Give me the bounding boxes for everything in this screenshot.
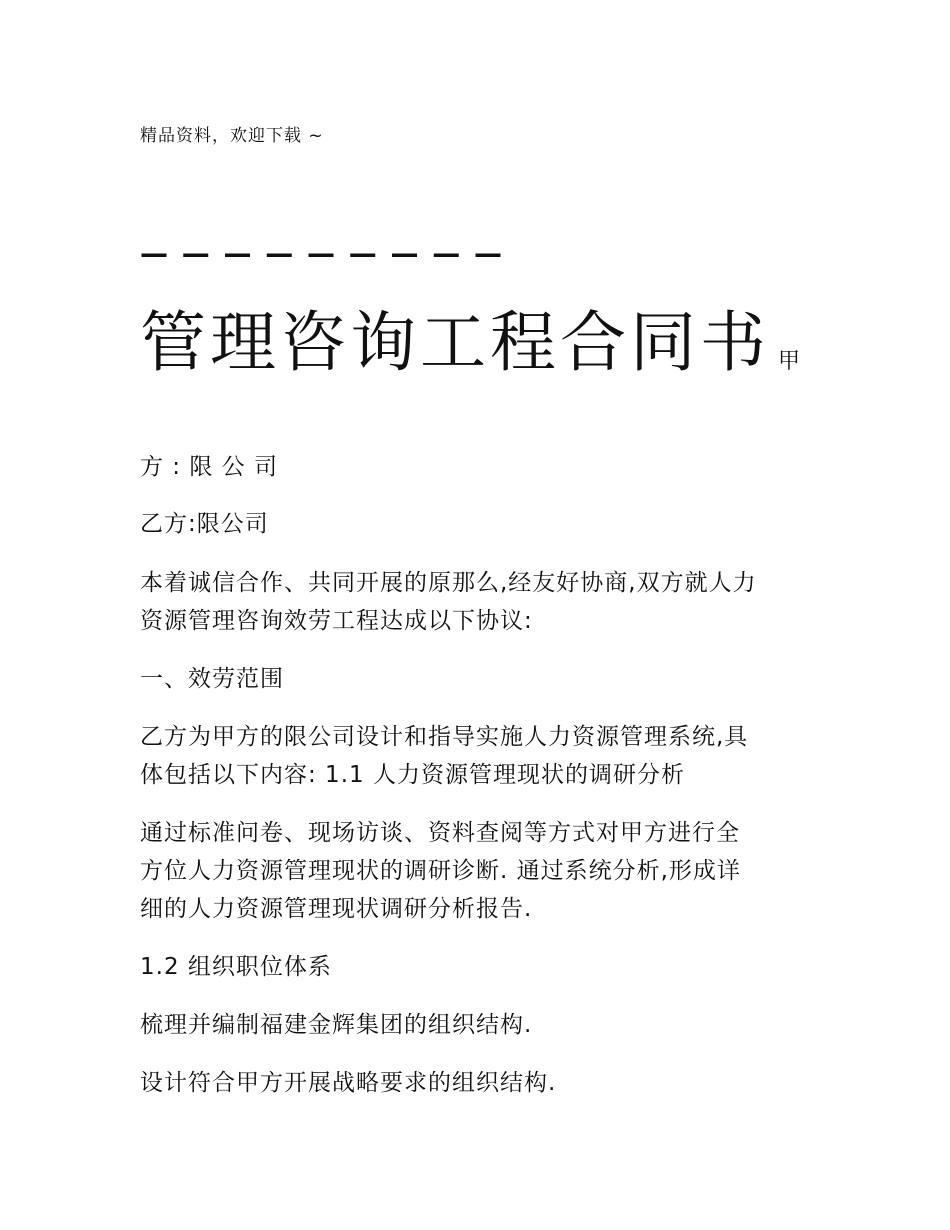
org-line-1: 梳理并编制福建金辉集团的组织结构. <box>140 1012 533 1038</box>
party-a-line: 方 : 限 公 司 <box>140 454 278 480</box>
decorative-dash-line: — — — — — — — — — <box>140 237 504 270</box>
research-line-1: 通过标准问卷、现场访谈、资料查阅等方式对甲方进行全 <box>140 820 740 846</box>
research-line-2: 方位人力资源管理现状的调研诊断. 通过系统分析,形成详 <box>140 858 741 884</box>
page-title: 管理咨询工程合同书 <box>140 304 770 381</box>
section-heading-service-scope: 一、效劳范围 <box>140 666 284 692</box>
intro-line-1: 本着诚信合作、共同开展的原那么,经友好协商,双方就人力 <box>140 570 757 596</box>
title-tail-text: 甲 <box>778 349 801 374</box>
research-line-3: 细的人力资源管理现状调研分析报告. <box>140 896 533 922</box>
scope-line-2: 体包括以下内容: 1.1 人力资源管理现状的调研分析 <box>140 762 685 788</box>
header-note: 精品资料，欢迎下载 ~ <box>140 126 324 146</box>
scope-line-1: 乙方为甲方的限公司设计和指导实施人力资源管理系统,具 <box>140 724 749 750</box>
sub-heading-org-position: 1.2 组织职位体系 <box>140 954 332 980</box>
party-b-line: 乙方:限公司 <box>140 511 269 537</box>
intro-line-2: 资源管理咨询效劳工程达成以下协议: <box>140 608 533 634</box>
org-line-2: 设计符合甲方开展战略要求的组织结构. <box>140 1070 557 1096</box>
